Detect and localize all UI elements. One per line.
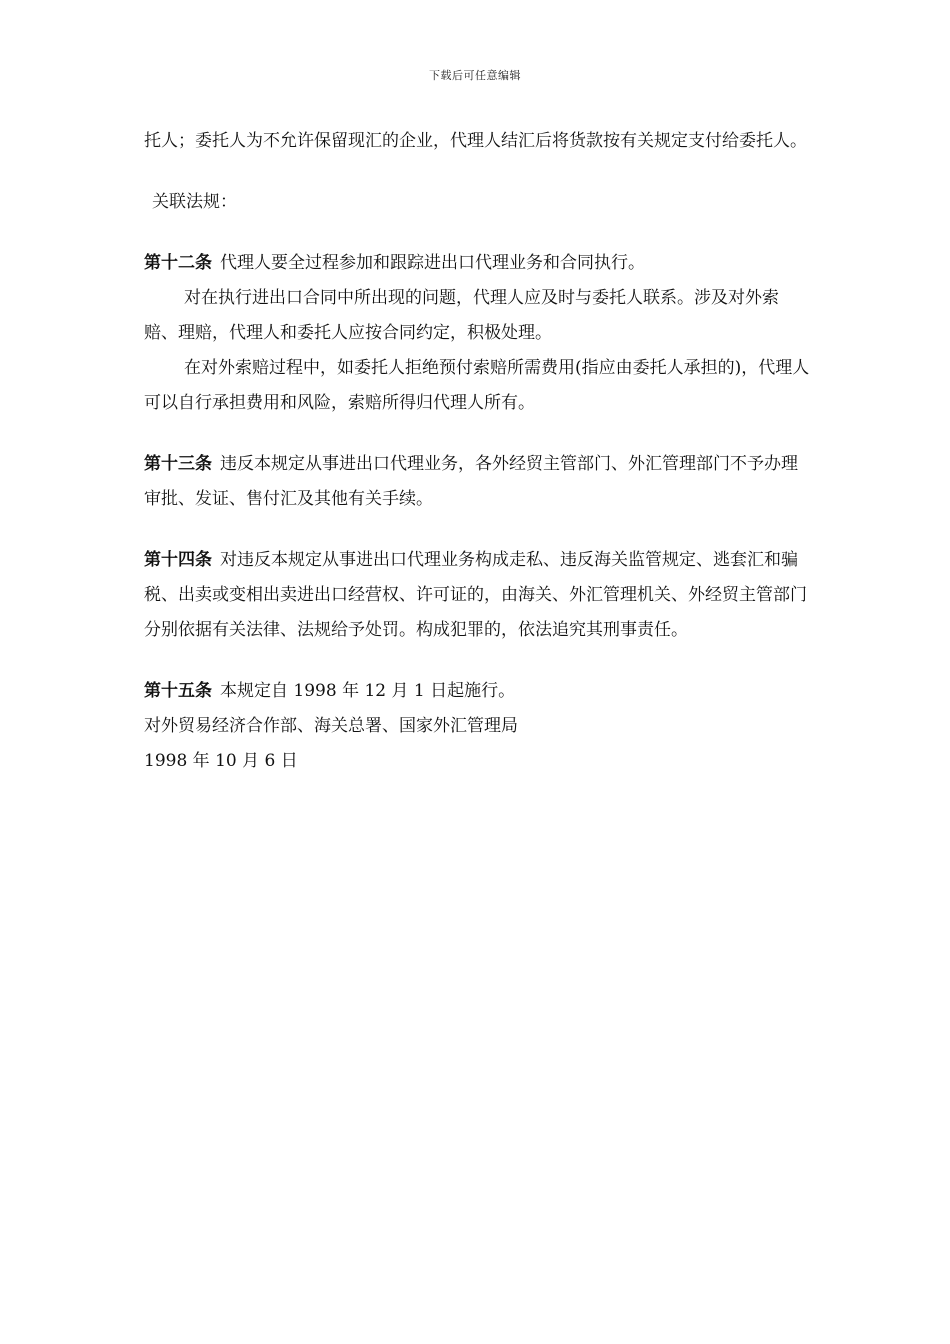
- article-12-paragraph-1: 对在执行进出口合同中所出现的问题，代理人应及时与委托人联系。涉及对外索赔、理赔，代理人和委托人应按合同约定，积极处理。: [144, 288, 779, 343]
- document-body: [144, 124, 812, 779]
- article-12-text: 代理人要全过程参加和跟踪进出口代理业务和合同执行。: [220, 253, 645, 273]
- article-12-number: 第十二条: [144, 253, 212, 273]
- article-12-paragraph-2: 在对外索赔过程中，如委托人拒绝预付索赔所需费用(指应由委托人承担的)，代理人可以自行承担费用和风险，索赔所得归代理人所有。: [144, 358, 810, 413]
- article-15-text: 本规定自 1998 年 12 月 1 日起施行。: [220, 681, 516, 701]
- article-12: [144, 246, 812, 281]
- article-14-text: 对违反本规定从事进出口代理业务构成走私、违反海关监管规定、逃套汇和骗税、出卖或变相出卖进出口经营权、许可证的，由海关、外汇管理机关、外经贸主管部门分别依据有关法律、法规给予处罚。构成犯罪的，依法追究其刑事责任。: [144, 550, 807, 640]
- article-13-number: 第十三条: [144, 454, 212, 474]
- issue-date: 1998 年 10 月 6 日: [144, 751, 298, 771]
- page-header-note: 下载后可任意编辑: [429, 69, 521, 82]
- article-14: [144, 543, 812, 648]
- article-13: [144, 447, 812, 517]
- article-15: [144, 674, 812, 709]
- continued-paragraph: 托人；委托人为不允许保留现汇的企业，代理人结汇后将货款按有关规定支付给委托人。: [144, 131, 807, 151]
- issuing-authorities: 对外贸易经济合作部、海关总署、国家外汇管理局: [144, 716, 518, 736]
- article-14-number: 第十四条: [144, 550, 212, 570]
- article-15-number: 第十五条: [144, 681, 212, 701]
- article-13-text: 违反本规定从事进出口代理业务，各外经贸主管部门、外汇管理部门不予办理审批、发证、售付汇及其他有关手续。: [144, 454, 798, 509]
- related-laws-label: 关联法规：: [152, 192, 237, 212]
